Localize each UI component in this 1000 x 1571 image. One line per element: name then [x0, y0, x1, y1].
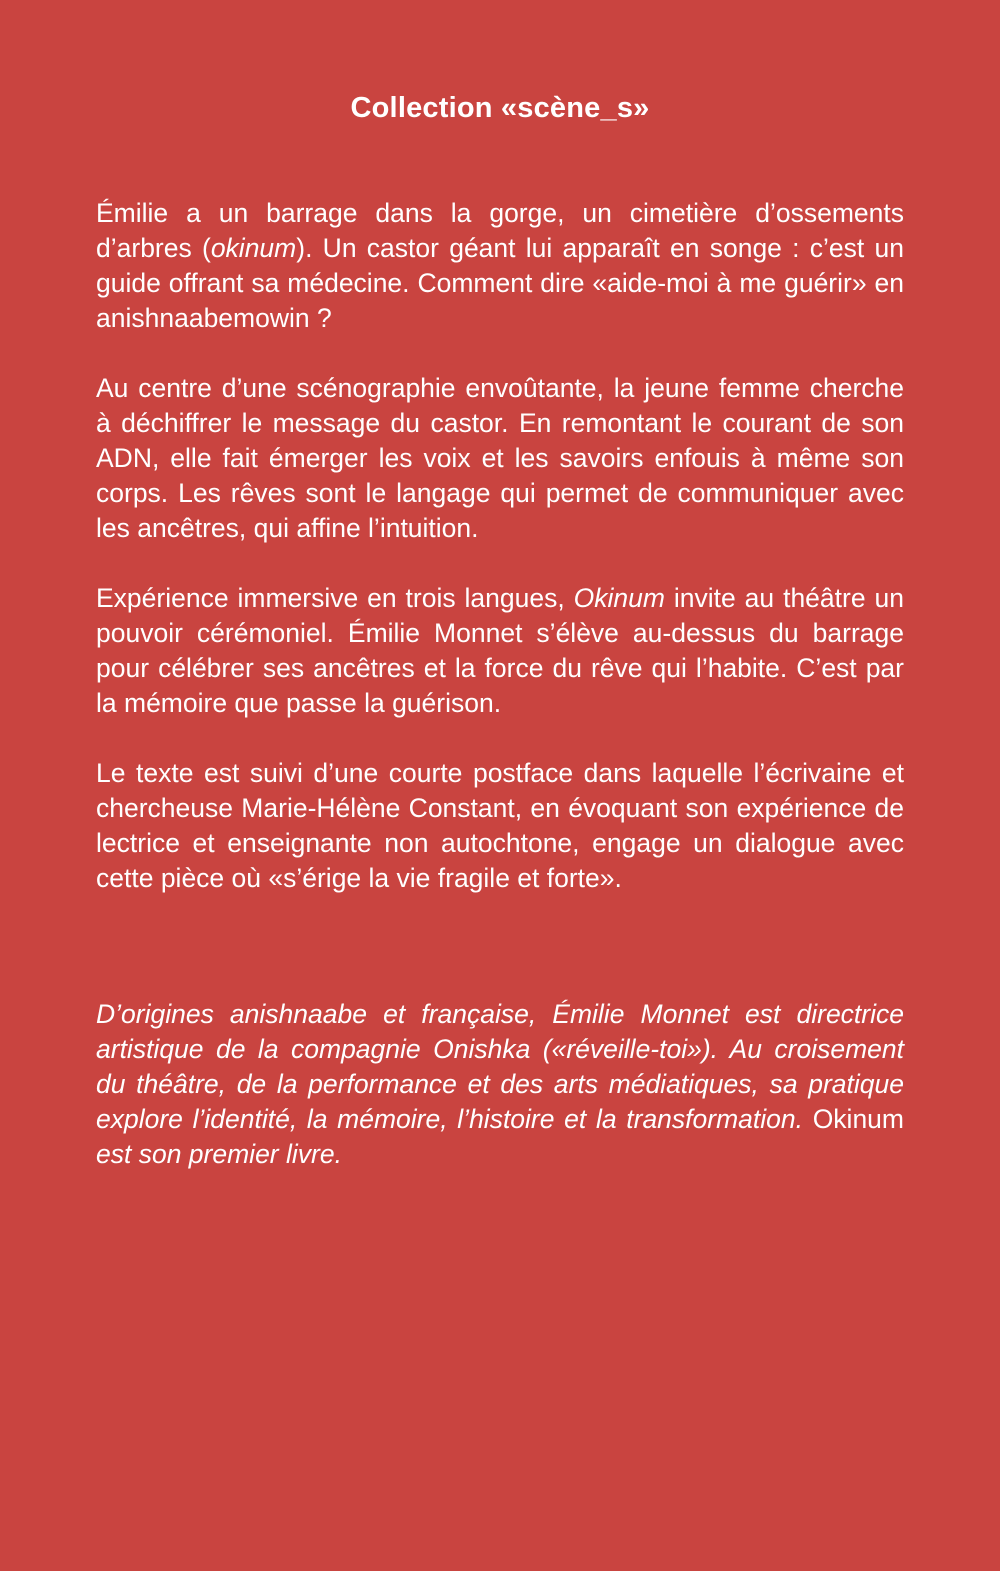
synopsis-paragraph-2: Au centre d’une scénographie envoûtante, la jeune femme cherche à déchiffrer le message du castor. En remontant le courant de son ADN, elle fait émerger les voix et les savoirs enfouis à même son corps. Les rêves sont le langage qui permet de communiquer avec les ancêtres, qui affine l’intuition.	[96, 373, 904, 543]
p1-italic-okinum: okinum	[210, 233, 297, 263]
p3-italic-okinum: Okinum	[573, 583, 665, 613]
bio-text: D’origines anishnaabe et française, Émilie Monnet est directrice artistique de la compagnie Onishka («réveille-toi»). Au croisement du théâtre, de la performance et des arts médiatiques, sa pratique explore l’identité, la mémoire, l’histoire et la transformation.	[96, 999, 904, 1134]
p3-text-end: invite au théâtre un pouvoir cérémoniel. Émilie Monnet s’élève au-dessus du barrage pour célébrer ses ancêtres et la force du rêve qui l’habite. C’est par la mémoire que passe la guérison.	[96, 583, 904, 718]
synopsis	[96, 196, 904, 896]
synopsis-paragraph-3	[96, 581, 904, 721]
p3-text-start: Expérience immersive en trois langues,	[96, 583, 574, 613]
author-bio	[96, 997, 904, 1172]
p1-text-start: Émilie a un barrage dans la gorge, un cimetière d’ossements d’arbres (	[96, 198, 904, 263]
collection-title: Collection «scène_s»	[350, 92, 650, 124]
bio-book-title: Okinum	[812, 1104, 904, 1134]
p1-text-end: ). Un castor géant lui apparaît en songe : c’est un guide offrant sa médecine. Comment dire «aide-moi à me guérir» en anishnaabemowin ?	[96, 233, 904, 333]
synopsis-paragraph-1	[96, 196, 904, 336]
synopsis-paragraph-4: Le texte est suivi d’une courte postface dans laquelle l’écrivaine et chercheuse Marie-Hélène Constant, en évoquant son expérience de lectrice et enseignante non autochtone, engage un dialogue avec cette pièce où «s’érige la vie fragile et forte».	[96, 758, 904, 893]
bio-text-end: est son premier livre.	[96, 1139, 342, 1169]
